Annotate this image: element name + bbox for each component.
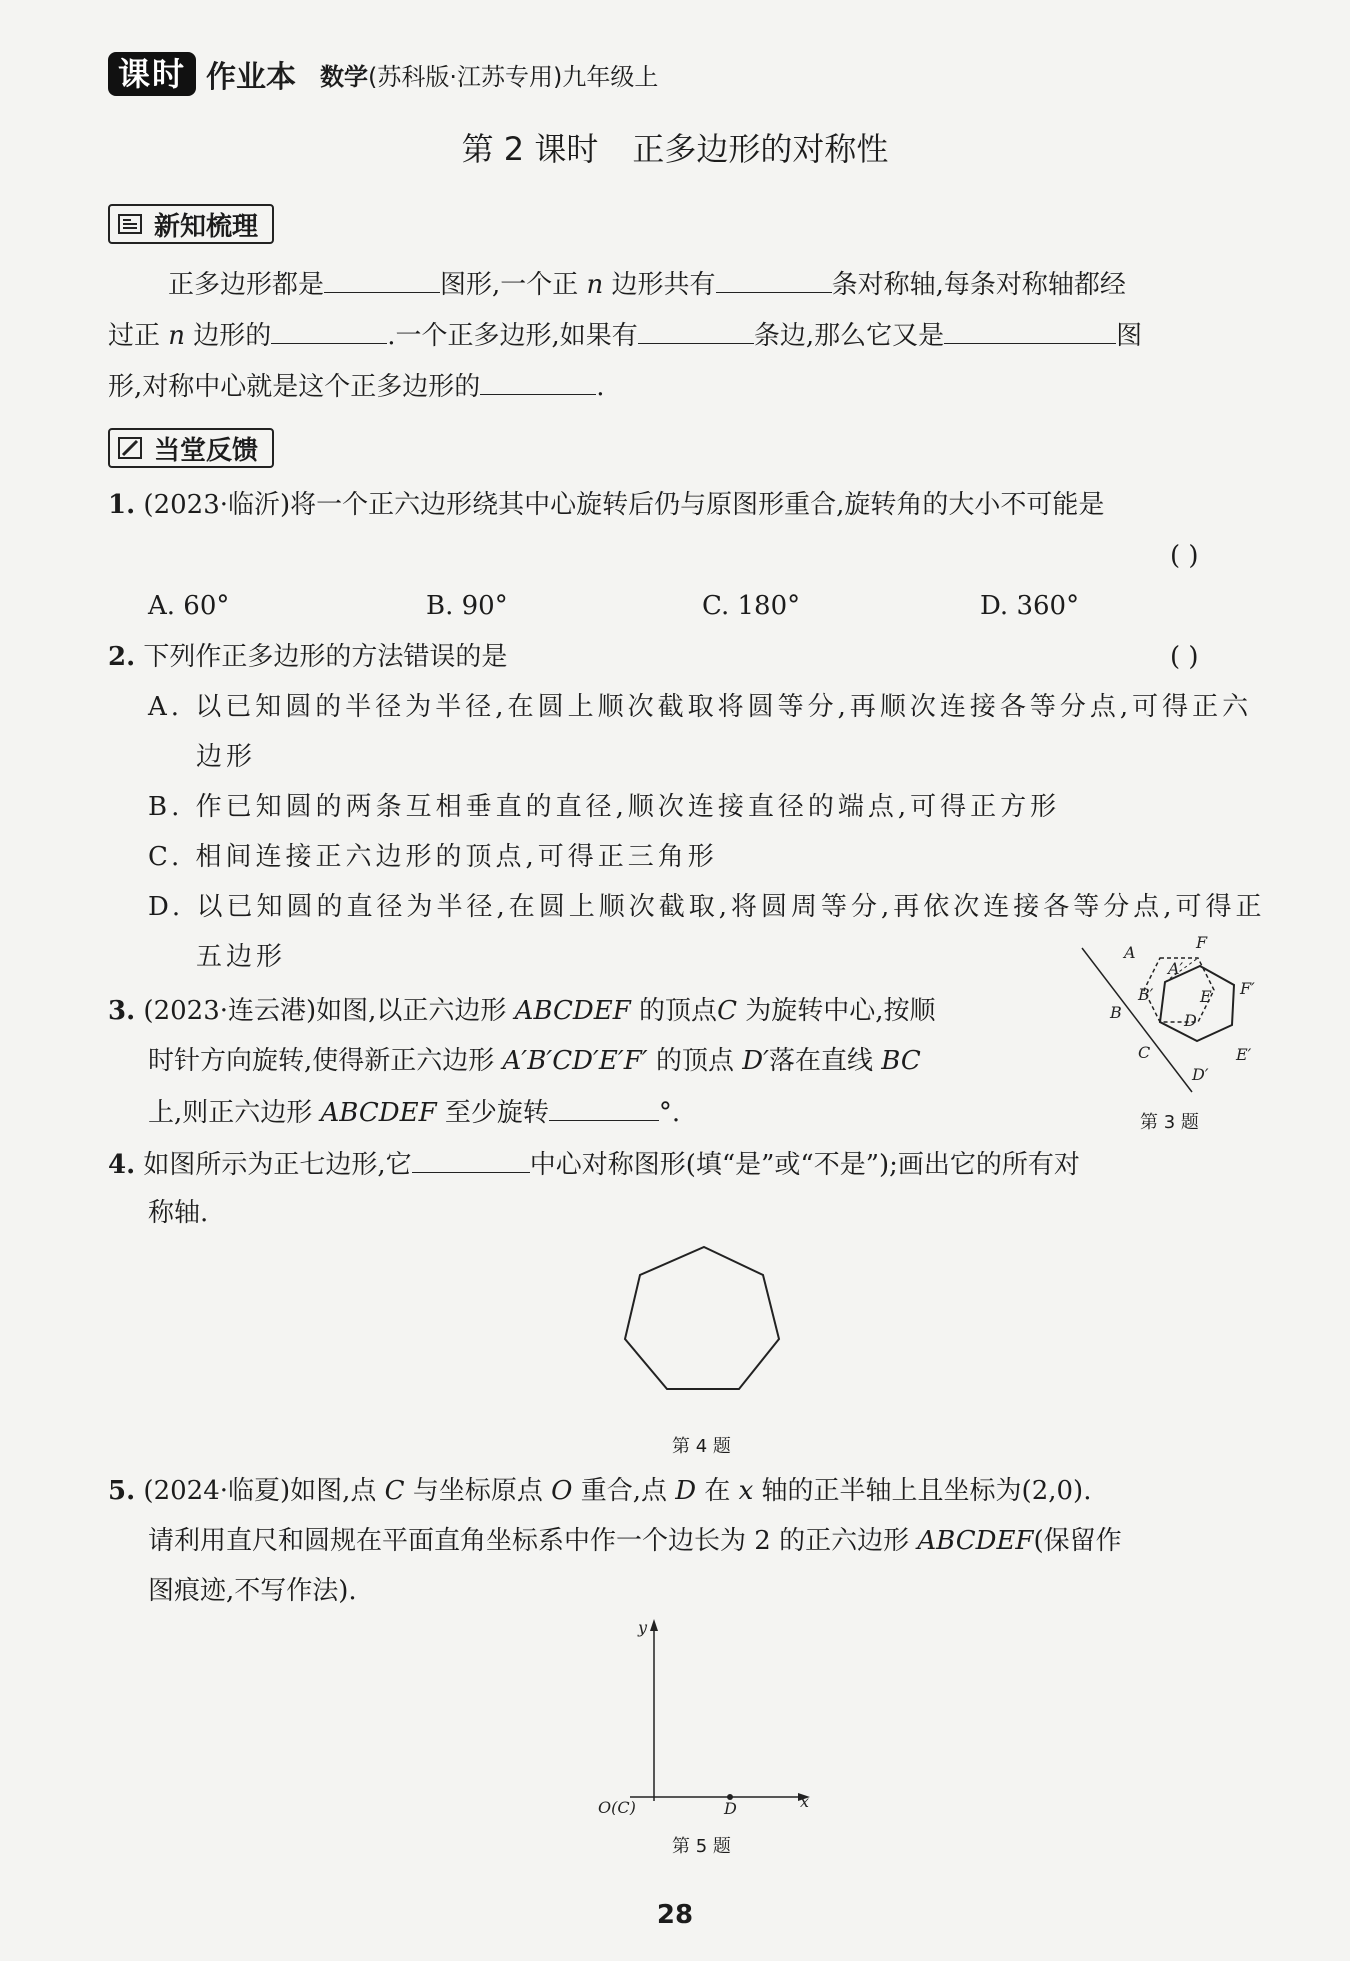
answer-bracket: ( ) <box>1170 642 1199 672</box>
option-d: D. 360° <box>980 591 1080 621</box>
page-header <box>108 50 658 98</box>
page-number: 28 <box>656 1900 694 1930</box>
origin-label: O(C) <box>598 1798 636 1815</box>
question-1: 1. (2023·临沂)将一个正六边形绕其中心旋转后仍与原图形重合,旋转角的大小不可能是 <box>108 490 1105 520</box>
knowledge-line-3: 形,对称中心就是这个正多边形的 . <box>108 372 605 402</box>
option-c: C. 180° <box>702 591 801 621</box>
regular-heptagon <box>625 1247 779 1389</box>
point-d-label: D <box>724 1799 737 1815</box>
question-2: 2. 下列作正多边形的方法错误的是 <box>108 642 508 672</box>
brand-name: 作业本 <box>206 60 297 95</box>
answer-bracket: ( ) <box>1170 541 1199 571</box>
brand-logo: 课时 <box>108 52 196 96</box>
question-3-line-1: 3. (2023·连云港)如图,以正六边形 ABCDEF 的顶点C 为旋转中心,按顺 <box>108 996 936 1026</box>
option-c: C. 相间连接正六边形的顶点,可得正三角形 <box>148 842 718 872</box>
question-5-line-2: 请利用直尺和圆规在平面直角坐标系中作一个边长为 2 的正六边形 ABCDEF(保留作 <box>148 1526 1122 1556</box>
figure-3-caption: 第 3 题 <box>1140 1112 1199 1133</box>
option-a: A. 60° <box>148 591 230 621</box>
knowledge-line-2: 过正 n 边形的 .一个正多边形,如果有 条边,那么它又是 图 <box>108 321 1143 351</box>
label-c: C <box>1138 1043 1151 1062</box>
option-d: D. 以已知圆的直径为半径,在圆上顺次截取,将圆周等分,再依次连接各等分点,可得正 <box>148 892 1266 922</box>
y-axis-label: y <box>638 1618 648 1637</box>
label-b-prime: B′ <box>1138 985 1154 1004</box>
lesson-title: 第 2 课时 正多边形的对称性 <box>461 130 889 168</box>
label-a: A <box>1124 943 1136 962</box>
label-a-prime: A′ <box>1168 959 1184 978</box>
answer-blank[interactable] <box>638 319 754 344</box>
label-d-prime: D′ <box>1192 1065 1209 1084</box>
label-b: B <box>1110 1003 1122 1022</box>
label-d: D <box>1184 1011 1197 1030</box>
answer-blank[interactable] <box>944 319 1116 344</box>
figure-4-caption: 第 4 题 <box>672 1436 731 1457</box>
answer-blank[interactable] <box>549 1096 659 1121</box>
book-icon <box>118 212 144 236</box>
question-5-line-1: 5. (2024·临夏)如图,点 C 与坐标原点 O 重合,点 D 在 x 轴的正半轴上且坐标为(2,0). <box>108 1476 1092 1506</box>
x-axis-label: x <box>800 1792 810 1811</box>
subject-line: 数学(苏科版·江苏专用)九年级上 <box>320 62 659 91</box>
label-f: F <box>1196 933 1208 952</box>
knowledge-line-1: 正多边形都是 图形,一个正 n 边形共有 条对称轴,每条对称轴都经 <box>168 270 1126 300</box>
y-axis-arrow <box>650 1619 658 1631</box>
label-f-prime: F′ <box>1240 979 1255 998</box>
figure-5-coordinate-axes <box>590 1615 830 1815</box>
option-d-cont: 五边形 <box>196 942 287 972</box>
question-4-line-1: 4. 如图所示为正七边形,它 中心对称图形(填“是”或“不是”);画出它的所有对 <box>108 1150 1080 1180</box>
section-heading-class-feedback: 当堂反馈 <box>108 428 274 468</box>
option-b: B. 90° <box>426 591 508 621</box>
figure-5-caption: 第 5 题 <box>672 1836 731 1857</box>
answer-blank[interactable] <box>480 370 596 395</box>
label-e-prime: E′ <box>1236 1045 1252 1064</box>
answer-blank[interactable] <box>271 319 387 344</box>
option-b: B. 作已知圆的两条互相垂直的直径,顺次连接直径的端点,可得正方形 <box>148 792 1061 822</box>
option-a: A. 以已知圆的半径为半径,在圆上顺次截取将圆等分,再顺次连接各等分点,可得正六 <box>148 692 1253 722</box>
section-heading-new-knowledge: 新知梳理 <box>108 204 274 244</box>
question-4-line-2: 称轴. <box>148 1198 209 1228</box>
figure-4-heptagon <box>600 1240 800 1430</box>
figure-3-rotated-hexagons <box>1080 930 1270 1100</box>
answer-blank[interactable] <box>412 1148 530 1173</box>
answer-blank[interactable] <box>716 268 832 293</box>
option-a-cont: 边形 <box>196 742 257 772</box>
answer-blank[interactable] <box>324 268 440 293</box>
question-5-line-3: 图痕迹,不写作法). <box>148 1576 357 1606</box>
question-3-line-3: 上,则正六边形 ABCDEF 至少旋转 °. <box>148 1098 681 1128</box>
pencil-icon <box>118 436 144 460</box>
question-3-line-2: 时针方向旋转,使得新正六边形 A′B′CD′E′F′ 的顶点 D′落在直线 BC <box>148 1046 921 1076</box>
label-e: E <box>1200 987 1212 1006</box>
